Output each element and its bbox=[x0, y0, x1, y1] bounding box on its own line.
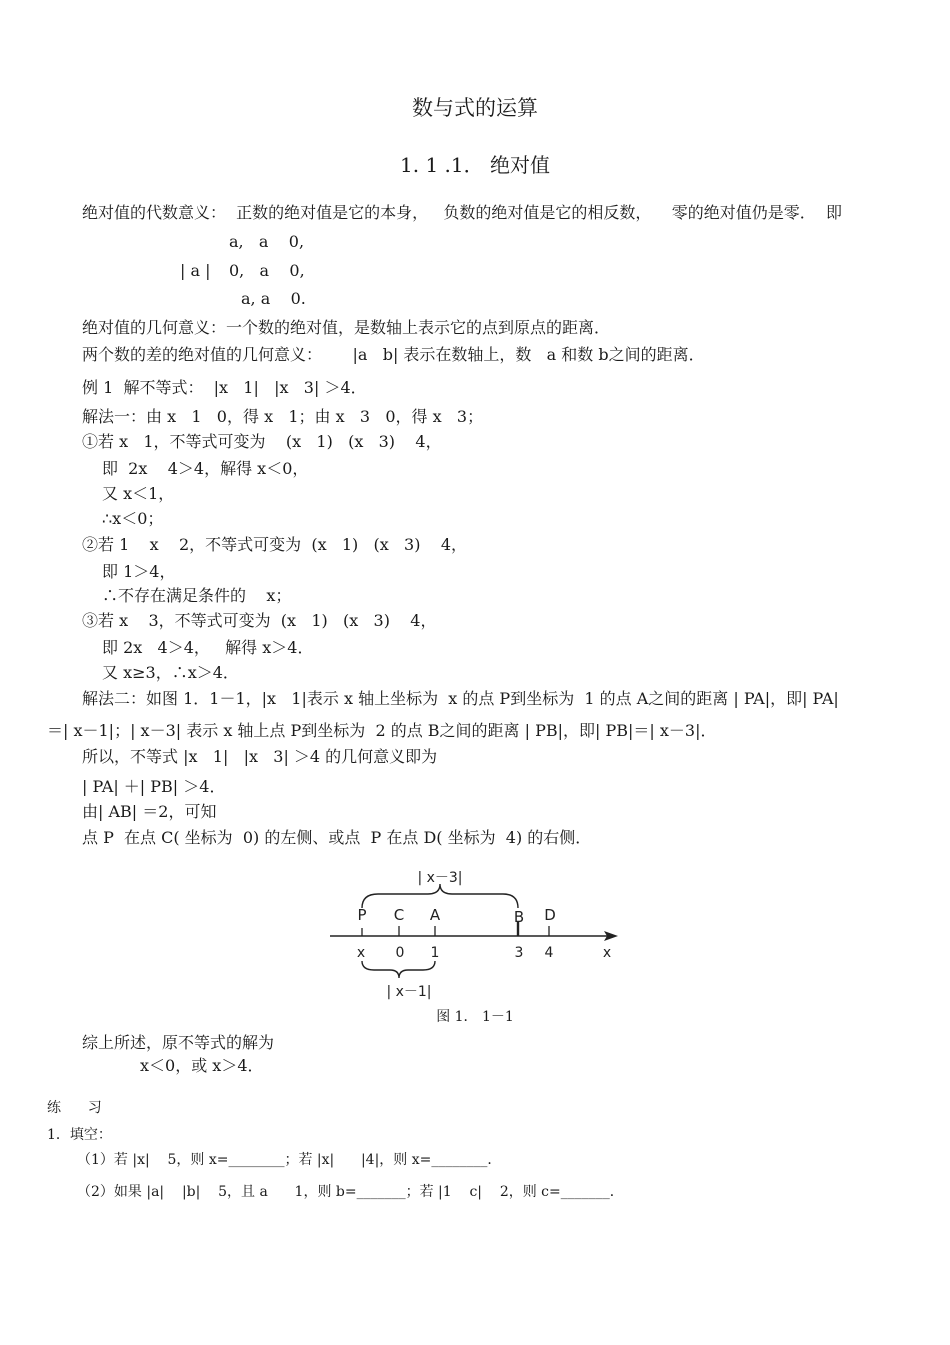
case-2-step-a: 即 1＞4， bbox=[102, 562, 176, 581]
method-2-line-3: 所以，不等式 |x 1| |x 3| ＞4 的几何意义即为 bbox=[82, 747, 438, 766]
top-brace bbox=[362, 884, 518, 908]
algebraic-definition: 绝对值的代数意义： 正数的绝对值是它的本身， 负数的绝对值是它的相反数， 零的绝对值仍是零． 即 bbox=[82, 203, 842, 222]
solution: x＜0，或 x＞4． bbox=[140, 1056, 264, 1075]
top-brace-label: | x－3| bbox=[417, 870, 463, 886]
case-1-step-b: 又 x＜1， bbox=[102, 484, 175, 503]
case-3-step-b: 又 x≥3，∴x＞4． bbox=[102, 663, 239, 682]
piecewise-label: | a | bbox=[180, 261, 211, 280]
piecewise-row-1: a, a 0, bbox=[229, 232, 305, 251]
axis-label-x: x bbox=[602, 945, 612, 961]
case-3-step-a: 即 2x 4＞4， 解得 x＞4． bbox=[102, 638, 314, 657]
difference-definition: 两个数的差的绝对值的几何意义： |a b| 表示在数轴上，数 a 和数 b之间的距离． bbox=[82, 345, 705, 364]
method-2-line-4: | PA| ＋| PB| ＞4． bbox=[82, 777, 226, 796]
piecewise-row-3: a, a 0. bbox=[241, 289, 306, 308]
section-title: 1. 1 .1． 绝对值 bbox=[400, 153, 550, 177]
point-a: A bbox=[429, 906, 441, 924]
method-2-line-6: 点 P 在点 C( 坐标为 0) 的左侧、或点 P 在点 D( 坐标为 4) 的右侧． bbox=[82, 828, 592, 847]
case-1-step-c: ∴x＜0； bbox=[102, 509, 164, 528]
question-1: 1．填空： bbox=[47, 1127, 112, 1143]
method-2-line-1: 解法二：如图 1．1－1，|x 1|表示 x 轴上坐标为 x 的点 P到坐标为 1 的点 A之间的距离 | PA|，即| PA| bbox=[82, 689, 839, 708]
case-2: ②若 1 x 2，不等式可变为 (x 1) (x 3) 4， bbox=[82, 535, 468, 554]
tick-label-x: x bbox=[356, 945, 366, 961]
case-1-step-a: 即 2x 4＞4，解得 x＜0， bbox=[102, 459, 309, 478]
tick-label-4: 4 bbox=[544, 945, 554, 961]
summary: 综上所述，原不等式的解为 bbox=[82, 1033, 275, 1052]
case-3: ③若 x 3，不等式可变为 (x 1) (x 3) 4， bbox=[82, 611, 437, 630]
question-1-part-1: （1）若 |x| 5，则 x=________；若 |x| |4|，则 x=________． bbox=[77, 1152, 502, 1168]
method-2-line-5: 由| AB| ＝2，可知 bbox=[82, 802, 217, 821]
tick-label-1: 1 bbox=[430, 945, 440, 961]
page-title: 数与式的运算 bbox=[412, 96, 538, 120]
question-1-part-2: （2）如果 |a| |b| 5，且 a 1，则 b=_______；若 |1 c| 2，则 c=_______． bbox=[77, 1184, 624, 1200]
tick-label-0: 0 bbox=[395, 945, 405, 961]
piecewise-row-2: 0, a 0, bbox=[229, 261, 305, 280]
tick-label-3: 3 bbox=[514, 945, 524, 961]
point-b: B bbox=[513, 908, 525, 926]
method-2-line-2: ＝| x－1|；| x－3| 表示 x 轴上点 P到坐标为 2 的点 B之间的距离 | PB|，即| PB|＝| x－3|． bbox=[47, 721, 717, 740]
number-line-figure bbox=[320, 860, 630, 1005]
point-c: C bbox=[393, 906, 405, 924]
point-p: P bbox=[357, 906, 367, 924]
point-d: D bbox=[544, 906, 556, 924]
method-1: 解法一：由 x 1 0，得 x 1；由 x 3 0，得 x 3； bbox=[82, 407, 484, 426]
practice-heading: 练 习 bbox=[47, 1100, 102, 1116]
bottom-brace bbox=[362, 961, 435, 978]
figure-caption: 图 1． 1－1 bbox=[436, 1009, 514, 1025]
geometric-definition: 绝对值的几何意义：一个数的绝对值，是数轴上表示它的点到原点的距离． bbox=[82, 318, 611, 337]
bottom-brace-label: | x－1| bbox=[386, 984, 432, 1000]
example-1: 例 1 解不等式： |x 1| |x 3| ＞4． bbox=[82, 378, 367, 397]
case-1: ①若 x 1，不等式可变为 (x 1) (x 3) 4， bbox=[82, 432, 442, 451]
case-2-step-b: ∴不存在满足条件的 x； bbox=[102, 586, 292, 605]
